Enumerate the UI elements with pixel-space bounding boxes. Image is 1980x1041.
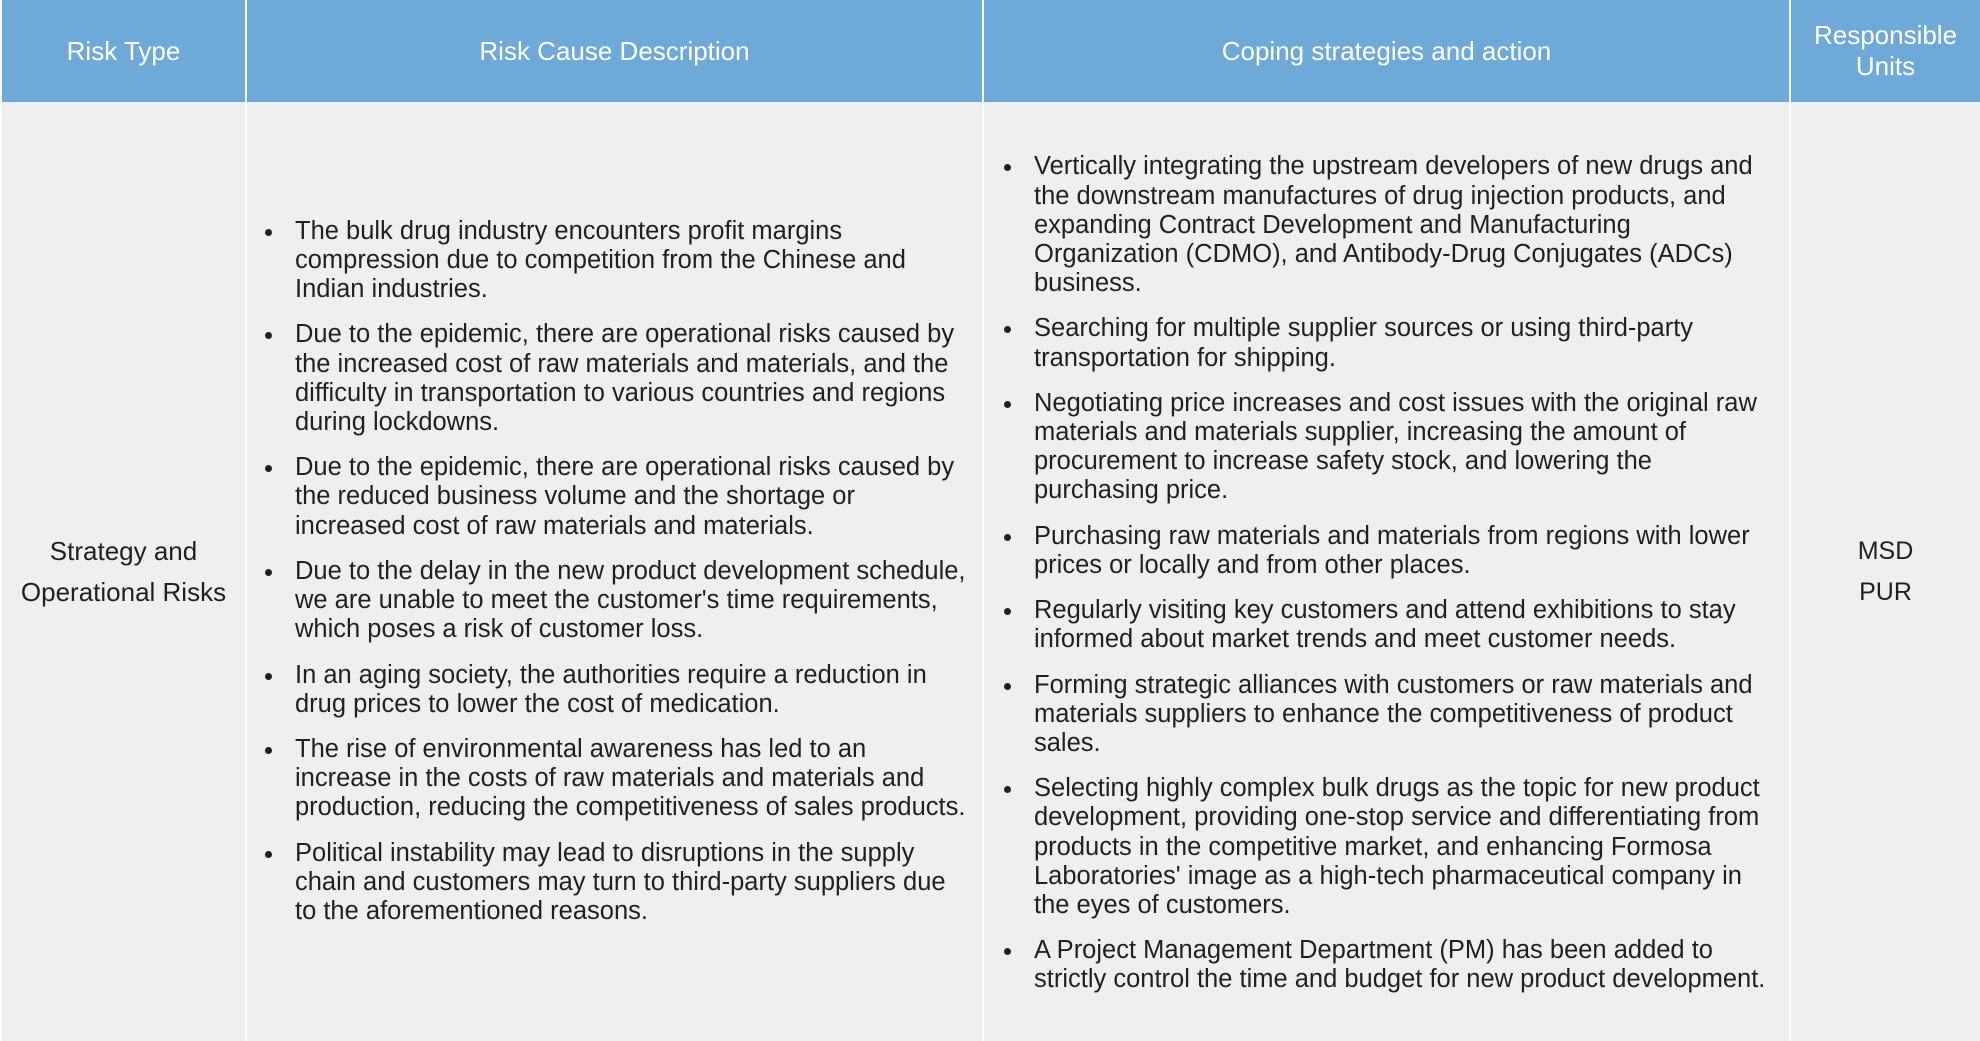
unit-pur: PUR (1859, 577, 1912, 606)
list-item: The bulk drug industry encounters profit margins compression due to competition from the Chinese and Indian industries. (295, 217, 968, 305)
risk-cause-cell (246, 102, 983, 1041)
responsible-units-cell (1790, 102, 1980, 1041)
list-item: In an aging society, the authorities require a reduction in drug prices to lower the cost of medication. (295, 661, 968, 719)
risk-cause-list (247, 217, 982, 926)
header-row (1, 0, 1980, 102)
list-item: The rise of environmental awareness has led to an increase in the costs of raw materials and materials and production, reducing the competitiveness of sales products. (295, 735, 968, 823)
list-item: Searching for multiple supplier sources or using third-party transportation for shipping. (1034, 314, 1775, 372)
header-risk-type: Risk Type (1, 0, 246, 102)
table-row (1, 102, 1980, 1041)
list-item: Purchasing raw materials and materials from regions with lower prices or locally and from other places. (1034, 522, 1775, 580)
header-responsible-units: Responsible Units (1790, 0, 1980, 102)
list-item: Regularly visiting key customers and attend exhibitions to stay informed about market trends and meet customer needs. (1034, 596, 1775, 654)
list-item: Due to the delay in the new product development schedule, we are unable to meet the customer's time requirements, which poses a risk of customer loss. (295, 557, 968, 645)
list-item: Selecting highly complex bulk drugs as the topic for new product development, providing one-stop service and differentiating from products in the competitive market, and enhancing Formosa Laboratories' image as a high-tech pharmaceutical company in the eyes of customers. (1034, 774, 1775, 920)
header-coping-strategies: Coping strategies and action (983, 0, 1790, 102)
list-item: A Project Management Department (PM) has been added to strictly control the time and budget for new product development. (1034, 936, 1775, 994)
coping-strategy-cell (983, 102, 1790, 1041)
list-item: Due to the epidemic, there are operational risks caused by the reduced business volume and the shortage or increased cost of raw materials and materials. (295, 453, 968, 541)
list-item: Vertically integrating the upstream developers of new drugs and the downstream manufactures of drug injection products, and expanding Contract Development and Manufacturing Organization (CDMO), and Antibody-Drug Conjugates (ADCs) business. (1034, 152, 1775, 298)
list-item: Forming strategic alliances with customers or raw materials and materials suppliers to enhance the competitiveness of product sales. (1034, 671, 1775, 759)
list-item: Due to the epidemic, there are operational risks caused by the increased cost of raw materials and materials, and the difficulty in transportation to various countries and regions during lockdowns. (295, 320, 968, 437)
risk-type-cell: Strategy and Operational Risks (1, 102, 246, 1041)
header-risk-cause: Risk Cause Description (246, 0, 983, 102)
coping-strategy-list (984, 152, 1789, 994)
list-item: Negotiating price increases and cost issues with the original raw materials and materials supplier, increasing the amount of procurement to increase safety stock, and lowering the purchasing price. (1034, 389, 1775, 506)
unit-msd: MSD (1857, 536, 1914, 565)
list-item: Political instability may lead to disruptions in the supply chain and customers may turn to third-party suppliers due to the aforementioned reasons. (295, 839, 968, 927)
